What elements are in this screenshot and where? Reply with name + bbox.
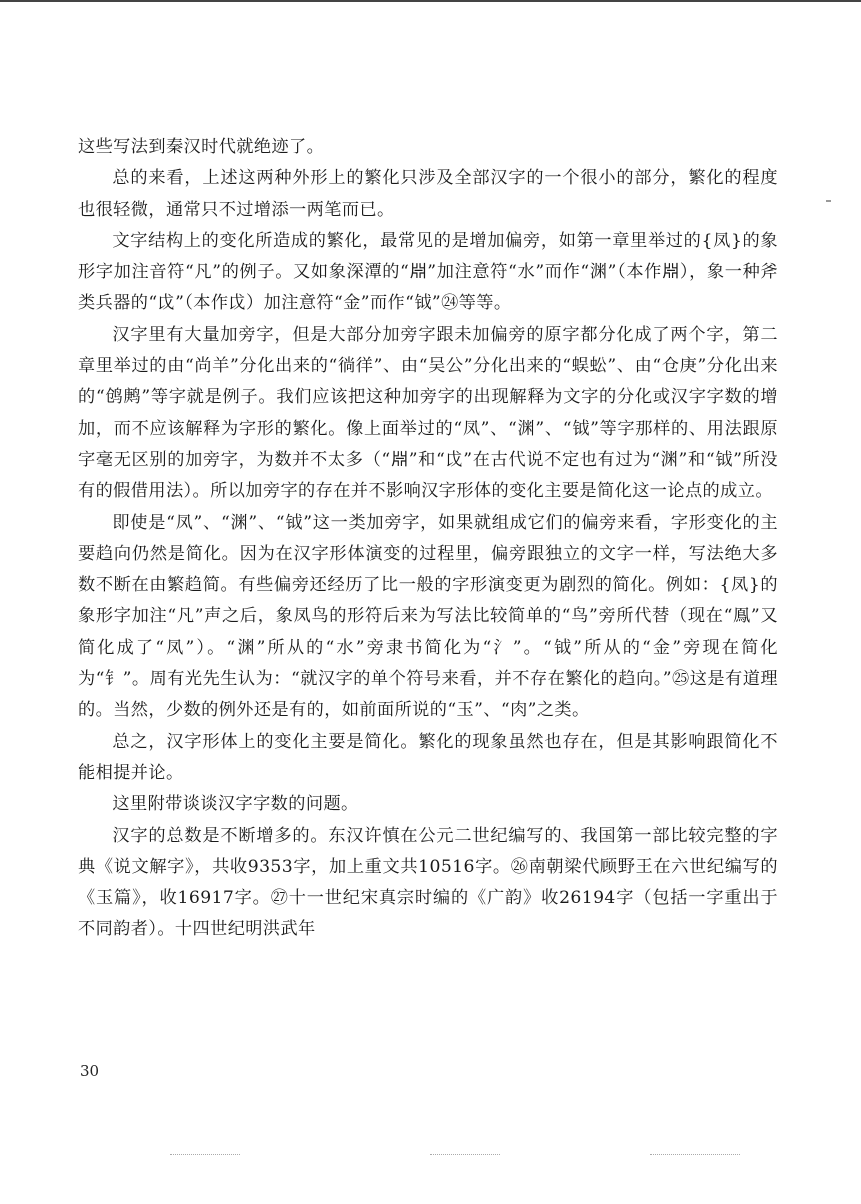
scan-artifact-center (430, 1154, 500, 1156)
paragraph-1: 这些写法到秦汉时代就绝迹了。 (78, 137, 325, 157)
scan-artifact-left (170, 1154, 240, 1156)
scan-artifact-right (650, 1154, 740, 1156)
paragraph-6: 总之，汉字形体上的变化主要是简化。繁化的现象虽然也存在，但是其影响跟简化不能相提并论。 (78, 731, 778, 783)
margin-mark (826, 200, 831, 202)
paragraph-7: 这里附带谈谈汉字字数的问题。 (112, 794, 359, 815)
top-border-line (0, 0, 861, 2)
paragraph-5: 即使是“凤”、“渊”、“钺”这一类加旁字，如果就组成它们的偏旁来看，字形变化的主要趋向仍然是简化。因为在汉字形体演变的过程里，偏旁跟独立的文字一样，写法绝大多数不断在由繁趋简。有些偏旁还经历了比一般的字形演变更为剧烈的简化。例如：{凤}的象形字加注“凡”声之后，象凤鸟的形符后来为写法比较简单的“鸟”旁所代替（现在“鳯”又简化成了“凤”）。“渊”所从的“水”旁隶书简化为“氵”。“钺”所从的“金”旁现在简化为“钅”。周有光先生认为：“就汉字的单个符号来看，并不存在繁化的趋向。”㉕这是有道理的。当然，少数的例外还是有的，如前面所说的“玉”、“肉”之类。 (78, 512, 778, 721)
paragraph-4: 汉字里有大量加旁字，但是大部分加旁字跟未加偏旁的原字都分化成了两个字，第二章里举过的由“尚羊”分化出来的“徜徉”、由“吴公”分化出来的“蜈蚣”、由“仓庚”分化出来的“鸧鹒”等字就是例子。我们应该把这种加旁字的出现解释为文字的分化或汉字字数的增加，而不应该解释为字形的繁化。像上面举过的“凤”、“渊”、“钺”等字那样的、用法跟原字毫无区别的加旁字，为数并不太多（“𣶒”和“戉”在古代说不定也有过为“渊”和“钺”所没有的假借用法）。所以加旁字的存在并不影响汉字形体的变化主要是简化这一论点的成立。 (78, 324, 778, 502)
paragraph-2: 总的来看，上述这两种外形上的繁化只涉及全部汉字的一个很小的部分，繁化的程度也很轻微，通常只不过增添一两笔而已。 (78, 168, 778, 220)
page-number: 30 (80, 1062, 100, 1080)
paragraph-8: 汉字的总数是不断增多的。东汉许慎在公元二世纪编写的、我国第一部比较完整的字典《说文解字》，共收9353字，加上重文共10516字。㉖南朝梁代顾野王在六世纪编写的《玉篇》，收16917字。㉗十一世纪宋真宗时编的《广韵》收26194字（包括一字重出于不同韵者）。十四世纪明洪武年 (78, 825, 778, 940)
body-text (78, 132, 778, 946)
paragraph-3: 文字结构上的变化所造成的繁化，最常见的是增加偏旁，如第一章里举过的{凤}的象形字加注音符“凡”的例子。又如象深潭的“𣶒”加注意符“水”而作“渊”（本作𣶒），象一种斧类兵器的“戉”（本作戉）加注意符“金”而作“钺”㉔等等。 (78, 230, 778, 314)
